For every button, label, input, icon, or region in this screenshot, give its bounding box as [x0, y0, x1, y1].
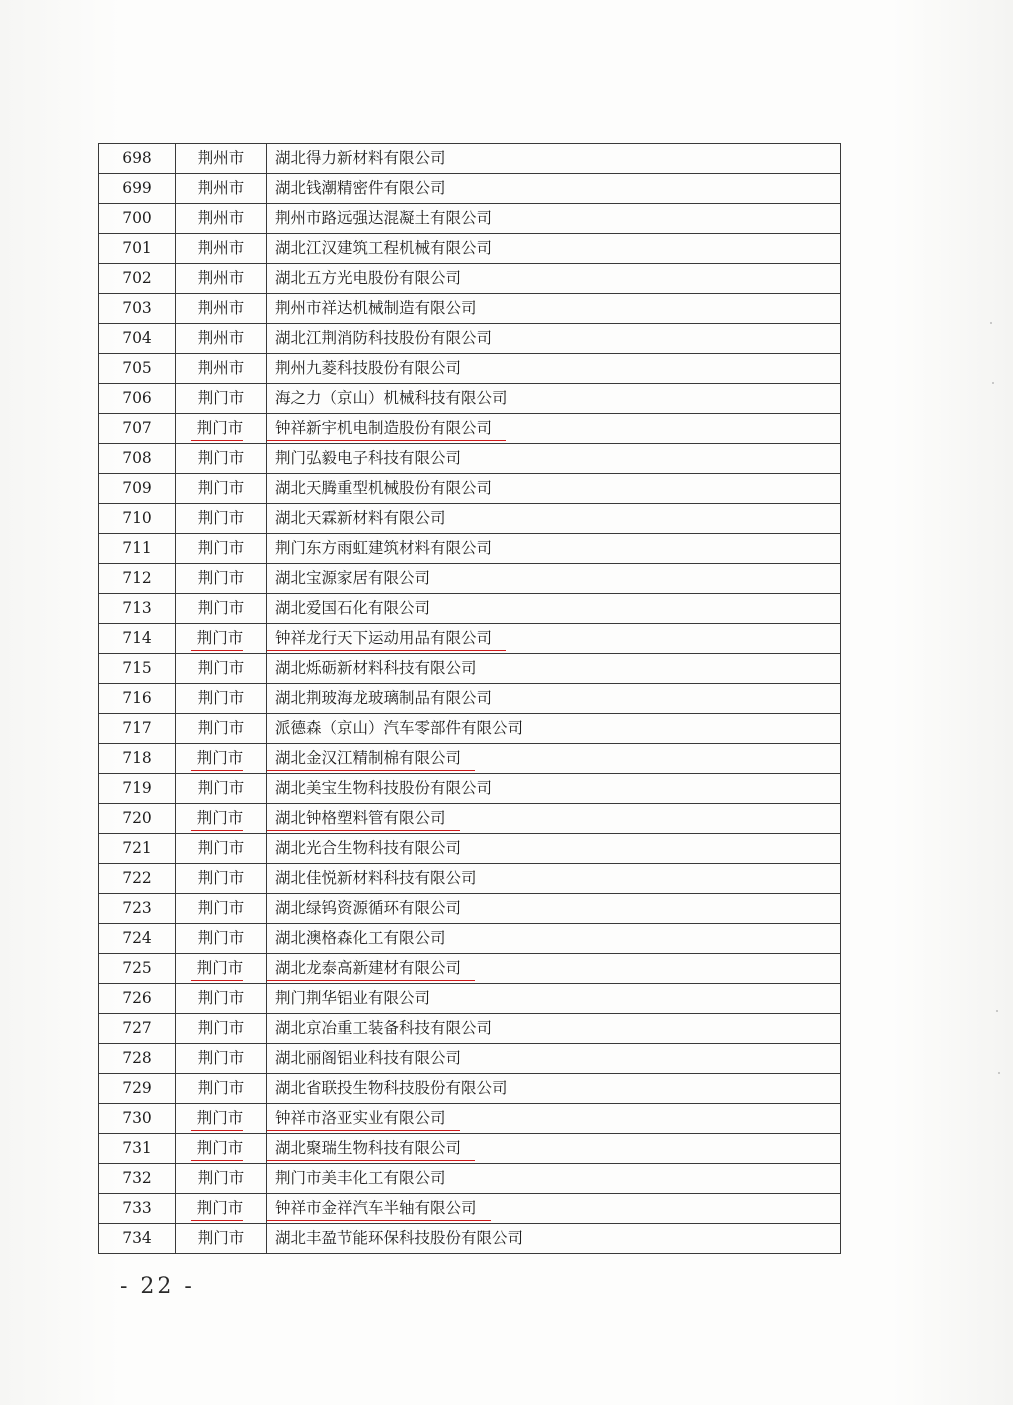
row-company-cell — [267, 1134, 841, 1164]
table-row — [99, 594, 841, 624]
row-number: 723 — [99, 894, 176, 924]
table-row — [99, 1014, 841, 1044]
row-company-cell: 湖北丰盈节能环保科技股份有限公司 — [267, 1224, 841, 1254]
row-company-cell: 湖北美宝生物科技股份有限公司 — [267, 774, 841, 804]
table-row — [99, 354, 841, 384]
row-city-cell: 荆门市 — [176, 534, 267, 564]
row-number: 706 — [99, 384, 176, 414]
table-row — [99, 1224, 841, 1254]
table-row — [99, 654, 841, 684]
row-city-cell — [176, 624, 267, 654]
row-number: 710 — [99, 504, 176, 534]
table-row — [99, 984, 841, 1014]
row-company-cell — [267, 744, 841, 774]
row-company-cell: 海之力（京山）机械科技有限公司 — [267, 384, 841, 414]
scan-speck — [998, 1072, 1000, 1074]
table-row — [99, 864, 841, 894]
row-company-underlined: 湖北聚瑞生物科技有限公司 — [267, 1137, 475, 1161]
row-city-cell: 荆门市 — [176, 654, 267, 684]
row-company-cell: 荆门市美丰化工有限公司 — [267, 1164, 841, 1194]
row-city-underlined: 荆门市 — [191, 1107, 244, 1131]
row-number: 720 — [99, 804, 176, 834]
company-list-body — [99, 144, 841, 1254]
row-company-cell: 派德森（京山）汽车零部件有限公司 — [267, 714, 841, 744]
table-row — [99, 894, 841, 924]
table-row — [99, 1194, 841, 1224]
scan-speck — [992, 382, 994, 384]
row-city-cell: 荆门市 — [176, 384, 267, 414]
row-number: 700 — [99, 204, 176, 234]
row-company-cell: 湖北爱国石化有限公司 — [267, 594, 841, 624]
row-company-underlined: 钟祥龙行天下运动用品有限公司 — [267, 627, 506, 651]
row-number: 729 — [99, 1074, 176, 1104]
row-city-cell: 荆门市 — [176, 564, 267, 594]
row-city-underlined: 荆门市 — [191, 627, 244, 651]
row-number: 718 — [99, 744, 176, 774]
row-number: 734 — [99, 1224, 176, 1254]
row-number: 711 — [99, 534, 176, 564]
row-number: 717 — [99, 714, 176, 744]
row-city-cell: 荆州市 — [176, 324, 267, 354]
row-number: 714 — [99, 624, 176, 654]
table-row — [99, 774, 841, 804]
row-number: 726 — [99, 984, 176, 1014]
row-number: 732 — [99, 1164, 176, 1194]
row-company-cell: 荆门东方雨虹建筑材料有限公司 — [267, 534, 841, 564]
row-company-cell: 湖北佳悦新材料科技有限公司 — [267, 864, 841, 894]
row-company-cell — [267, 1104, 841, 1134]
row-company-cell — [267, 624, 841, 654]
table-row — [99, 564, 841, 594]
row-city-cell — [176, 954, 267, 984]
company-list-table — [98, 143, 841, 1254]
row-city-cell: 荆州市 — [176, 354, 267, 384]
row-city-cell: 荆门市 — [176, 774, 267, 804]
row-city-cell: 荆门市 — [176, 1224, 267, 1254]
row-city-cell — [176, 414, 267, 444]
row-number: 724 — [99, 924, 176, 954]
row-city-cell: 荆门市 — [176, 1074, 267, 1104]
row-company-cell — [267, 804, 841, 834]
table-row — [99, 384, 841, 414]
row-company-cell: 湖北绿钨资源循环有限公司 — [267, 894, 841, 924]
row-company-cell — [267, 954, 841, 984]
row-company-cell: 湖北省联投生物科技股份有限公司 — [267, 1074, 841, 1104]
row-number: 716 — [99, 684, 176, 714]
table-row — [99, 1104, 841, 1134]
row-number: 728 — [99, 1044, 176, 1074]
row-city-underlined: 荆门市 — [191, 747, 244, 771]
row-company-cell: 湖北丽阁铝业科技有限公司 — [267, 1044, 841, 1074]
row-company-cell — [267, 414, 841, 444]
table-row — [99, 234, 841, 264]
row-city-underlined: 荆门市 — [191, 1197, 244, 1221]
row-company-cell: 荆门荆华铝业有限公司 — [267, 984, 841, 1014]
row-company-cell: 湖北澳格森化工有限公司 — [267, 924, 841, 954]
row-city-cell: 荆门市 — [176, 714, 267, 744]
row-number: 722 — [99, 864, 176, 894]
row-company-underlined: 钟祥新宇机电制造股份有限公司 — [267, 417, 506, 441]
row-city-cell: 荆门市 — [176, 1044, 267, 1074]
row-city-cell: 荆州市 — [176, 144, 267, 174]
table-row — [99, 474, 841, 504]
row-company-cell: 荆州市祥达机械制造有限公司 — [267, 294, 841, 324]
row-number: 708 — [99, 444, 176, 474]
row-city-underlined: 荆门市 — [191, 1137, 244, 1161]
row-company-cell: 湖北江汉建筑工程机械有限公司 — [267, 234, 841, 264]
row-number: 704 — [99, 324, 176, 354]
row-company-cell: 湖北光合生物科技有限公司 — [267, 834, 841, 864]
row-company-underlined: 湖北钟格塑料管有限公司 — [267, 807, 460, 831]
table-row — [99, 534, 841, 564]
table-row — [99, 204, 841, 234]
row-company-cell: 湖北江荆消防科技股份有限公司 — [267, 324, 841, 354]
row-city-underlined: 荆门市 — [191, 417, 244, 441]
row-number: 701 — [99, 234, 176, 264]
table-row — [99, 714, 841, 744]
row-city-cell — [176, 1104, 267, 1134]
table-row — [99, 1134, 841, 1164]
row-number: 713 — [99, 594, 176, 624]
row-company-cell: 湖北宝源家居有限公司 — [267, 564, 841, 594]
row-number: 707 — [99, 414, 176, 444]
row-company-cell: 荆州市路远强达混凝土有限公司 — [267, 204, 841, 234]
row-city-cell: 荆州市 — [176, 234, 267, 264]
row-company-cell: 荆门弘毅电子科技有限公司 — [267, 444, 841, 474]
table-row — [99, 1074, 841, 1104]
row-city-cell — [176, 1134, 267, 1164]
table-row — [99, 744, 841, 774]
row-number: 698 — [99, 144, 176, 174]
row-city-cell: 荆门市 — [176, 984, 267, 1014]
row-company-underlined: 湖北金汉江精制棉有限公司 — [267, 747, 475, 771]
row-city-cell: 荆州市 — [176, 204, 267, 234]
table-row — [99, 444, 841, 474]
table-row — [99, 504, 841, 534]
table-row — [99, 324, 841, 354]
table-row — [99, 294, 841, 324]
row-company-cell: 湖北钱潮精密件有限公司 — [267, 174, 841, 204]
row-city-cell: 荆门市 — [176, 834, 267, 864]
row-city-cell: 荆门市 — [176, 894, 267, 924]
row-company-cell: 湖北五方光电股份有限公司 — [267, 264, 841, 294]
row-number: 721 — [99, 834, 176, 864]
row-number: 715 — [99, 654, 176, 684]
table-row — [99, 804, 841, 834]
row-company-cell: 湖北京冶重工装备科技有限公司 — [267, 1014, 841, 1044]
page-number: - 22 - — [120, 1274, 195, 1299]
row-city-cell: 荆门市 — [176, 444, 267, 474]
row-number: 733 — [99, 1194, 176, 1224]
table-row — [99, 624, 841, 654]
row-company-cell: 湖北天腾重型机械股份有限公司 — [267, 474, 841, 504]
row-company-cell: 湖北烁砺新材料科技有限公司 — [267, 654, 841, 684]
row-number: 712 — [99, 564, 176, 594]
scan-speck — [996, 1010, 998, 1012]
table-row — [99, 144, 841, 174]
table-row — [99, 684, 841, 714]
row-number: 730 — [99, 1104, 176, 1134]
row-number: 705 — [99, 354, 176, 384]
row-company-cell: 湖北得力新材料有限公司 — [267, 144, 841, 174]
row-city-cell: 荆州市 — [176, 294, 267, 324]
row-company-underlined: 湖北龙泰高新建材有限公司 — [267, 957, 475, 981]
row-number: 719 — [99, 774, 176, 804]
table-row — [99, 174, 841, 204]
table-row — [99, 414, 841, 444]
row-company-cell: 荆州九菱科技股份有限公司 — [267, 354, 841, 384]
row-number: 703 — [99, 294, 176, 324]
row-company-underlined: 钟祥市金祥汽车半轴有限公司 — [267, 1197, 491, 1221]
table-row — [99, 924, 841, 954]
row-number: 725 — [99, 954, 176, 984]
table-row — [99, 954, 841, 984]
row-company-underlined: 钟祥市洛亚实业有限公司 — [267, 1107, 460, 1131]
scan-speck — [990, 322, 992, 324]
row-number: 699 — [99, 174, 176, 204]
row-city-cell: 荆门市 — [176, 474, 267, 504]
table-row — [99, 1044, 841, 1074]
row-company-cell: 湖北天霖新材料有限公司 — [267, 504, 841, 534]
row-number: 702 — [99, 264, 176, 294]
row-city-cell — [176, 804, 267, 834]
row-city-cell: 荆门市 — [176, 504, 267, 534]
row-city-cell: 荆门市 — [176, 684, 267, 714]
row-company-cell — [267, 1194, 841, 1224]
row-number: 731 — [99, 1134, 176, 1164]
row-number: 709 — [99, 474, 176, 504]
row-city-cell: 荆门市 — [176, 1164, 267, 1194]
row-company-cell: 湖北荆玻海龙玻璃制品有限公司 — [267, 684, 841, 714]
row-city-cell — [176, 1194, 267, 1224]
row-city-cell: 荆门市 — [176, 864, 267, 894]
table-row — [99, 1164, 841, 1194]
row-city-cell: 荆门市 — [176, 594, 267, 624]
row-city-cell: 荆门市 — [176, 924, 267, 954]
row-city-cell: 荆州市 — [176, 174, 267, 204]
row-city-cell: 荆州市 — [176, 264, 267, 294]
table-row — [99, 264, 841, 294]
row-number: 727 — [99, 1014, 176, 1044]
row-city-cell — [176, 744, 267, 774]
table-row — [99, 834, 841, 864]
row-city-cell: 荆门市 — [176, 1014, 267, 1044]
row-city-underlined: 荆门市 — [191, 957, 244, 981]
row-city-underlined: 荆门市 — [191, 807, 244, 831]
